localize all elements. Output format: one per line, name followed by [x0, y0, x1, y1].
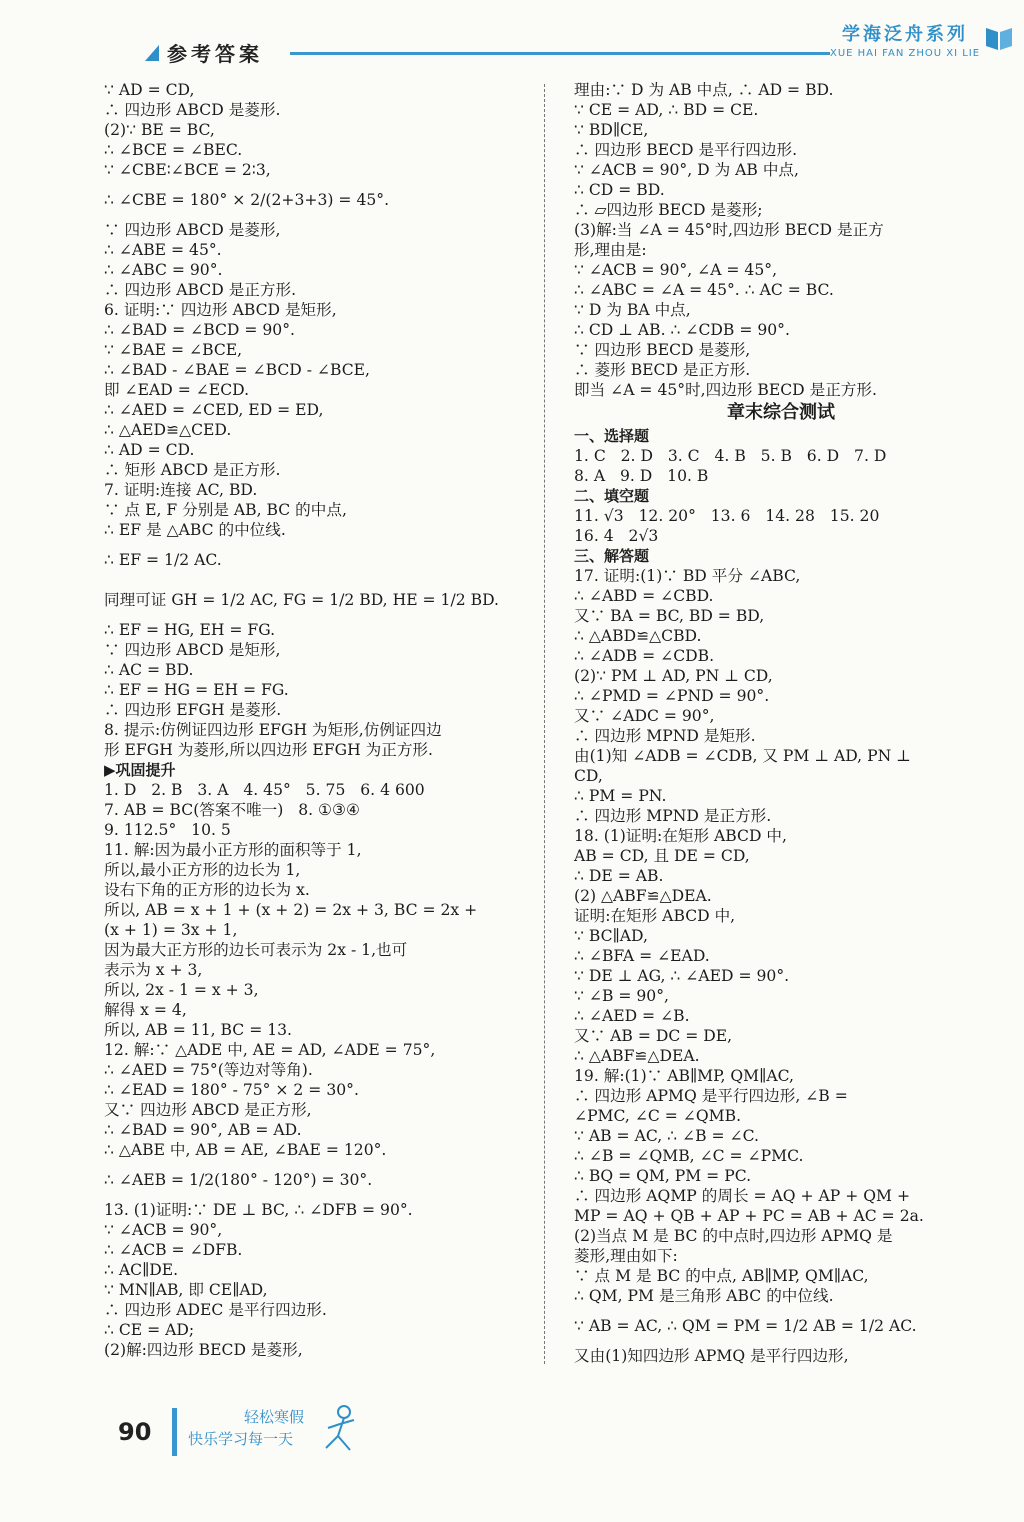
answer-line: 表示为 x + 3, — [104, 961, 203, 979]
answer-line: 又∵ 四边形 ABCD 是正方形, — [104, 1101, 312, 1119]
series-name-cn: 学海泛舟系列 — [842, 24, 969, 45]
answer-line: 6. 证明:∵ 四边形 ABCD 是矩形, — [104, 301, 337, 319]
answer-line: ∴ ▱四边形 BECD 是菱形; — [574, 201, 763, 219]
answer-line: ∴ △AED≌△CED. — [104, 421, 232, 439]
answer-line: ∵ ∠ACB = 90°, ∠A = 45°, — [574, 261, 778, 279]
answer-line: ∵ ∠B = 90°, — [574, 987, 669, 1005]
series-logo — [830, 20, 980, 59]
column-divider — [544, 84, 545, 1364]
answer-line: ∴ ∠BFA = ∠EAD. — [574, 947, 710, 965]
answer-line: (3)解:当 ∠A = 45°时,四边形 BECD 是正方 — [574, 221, 884, 239]
answer-line: 二、填空题 — [574, 487, 650, 505]
answer-line: 即 ∠EAD = ∠ECD. — [104, 381, 250, 399]
answer-line: ∴ △ABE 中, AB = AE, ∠BAE = 120°. — [104, 1141, 387, 1159]
running-girl-icon — [310, 1400, 370, 1460]
answer-line: 又∵ BA = BC, BD = BD, — [574, 607, 765, 625]
answer-line: 即当 ∠A = 45°时,四边形 BECD 是正方形. — [574, 381, 877, 399]
book-icon — [984, 22, 1014, 52]
answer-line: (x + 1) = 3x + 1, — [104, 921, 238, 939]
answer-line: ∵ AB = AC, ∴ ∠B = ∠C. — [574, 1127, 759, 1145]
answer-line: ∵ ∠BAE = ∠BCE, — [104, 341, 243, 359]
answer-line: ∴ ∠ADB = ∠CDB. — [574, 647, 715, 665]
answer-line: 所以, 2x - 1 = x + 3, — [104, 981, 259, 999]
answer-line: ∴ 四边形 MPND 是正方形. — [574, 807, 772, 825]
answer-line: 18. (1)证明:在矩形 ABCD 中, — [574, 827, 787, 845]
answer-line: 17. 证明:(1)∵ BD 平分 ∠ABC, — [574, 567, 801, 585]
answer-line: ∴ ∠AED = ∠B. — [574, 1007, 690, 1025]
answer-line: ∴ ∠ABC = 90°. — [104, 261, 223, 279]
answer-line: 8. A 9. D 10. B — [574, 467, 709, 485]
answer-line: 所以,最小正方形的边长为 1, — [104, 861, 301, 879]
answer-line: 1. C 2. D 3. C 4. B 5. B 6. D 7. D — [574, 447, 887, 465]
answer-line: ∵ DE ⊥ AG, ∴ ∠AED = 90°. — [574, 967, 790, 985]
answer-line: ∴ ∠PMD = ∠PND = 90°. — [574, 687, 770, 705]
answer-line: 解得 x = 4, — [104, 1001, 187, 1019]
answer-line: ∴ EF = HG = EH = FG. — [104, 681, 289, 699]
answer-line: ∴ CD = BD. — [574, 181, 665, 199]
answer-line: 12. 解:∵ △ADE 中, AE = AD, ∠ADE = 75°, — [104, 1041, 436, 1059]
answer-line: ∴ ∠B = ∠QMB, ∠C = ∠PMC. — [574, 1147, 804, 1165]
answer-line: ∴ ∠ACB = ∠DFB. — [104, 1241, 243, 1259]
answer-line: ∴ BQ = QM, PM = PC. — [574, 1167, 752, 1185]
answer-line: ∵ AB = AC, ∴ QM = PM = 1/2 AB = 1/2 AC. — [574, 1317, 917, 1335]
answer-line: ∴ ∠EAD = 180° - 75° × 2 = 30°. — [104, 1081, 359, 1099]
answer-line: CD, — [574, 767, 603, 785]
answer-line: 又由(1)知四边形 APMQ 是平行四边形, — [574, 1347, 849, 1365]
answer-line: ∴ QM, PM 是三角形 ABC 的中位线. — [574, 1287, 834, 1305]
answers-left-column — [104, 80, 536, 1360]
answer-line: ∴ ∠BCE = ∠BEC. — [104, 141, 243, 159]
answer-line: 又∵ ∠ADC = 90°, — [574, 707, 715, 725]
answer-line: ∴ ∠BAD = ∠BCD = 90°. — [104, 321, 295, 339]
section-badge — [145, 38, 263, 67]
answer-line: ∵ BD∥CE, — [574, 121, 649, 139]
answer-line: ∵ D 为 BA 中点, — [574, 301, 691, 319]
page-header — [0, 0, 1024, 80]
answer-line: 所以, AB = 11, BC = 13. — [104, 1021, 293, 1039]
answer-line: 三、解答题 — [574, 547, 650, 565]
section-label: 参考答案 — [167, 42, 263, 66]
answer-line: AB = CD, 且 DE = CD, — [574, 847, 750, 865]
answer-line: ∠PMC, ∠C = ∠QMB. — [574, 1107, 742, 1125]
answer-line: ∵ ∠ACB = 90°, — [104, 1221, 223, 1239]
answer-line: ∴ CD ⊥ AB. ∴ ∠CDB = 90°. — [574, 321, 790, 339]
answer-line: ∵ 点 M 是 BC 的中点, AB∥MP, QM∥AC, — [574, 1267, 869, 1285]
page-footer — [0, 1390, 1024, 1470]
answer-line: ∴ PM = PN. — [574, 787, 667, 805]
answer-line: 证明:在矩形 ABCD 中, — [574, 907, 736, 925]
page-number: 90 — [118, 1418, 152, 1446]
answer-line: 8. 提示:仿例证四边形 EFGH 为矩形,仿例证四边 — [104, 721, 442, 739]
answer-line: ∴ DE = AB. — [574, 867, 664, 885]
answer-line: ∵ 四边形 ABCD 是菱形, — [104, 221, 281, 239]
answer-line: 16. 4 2√3 — [574, 527, 659, 545]
answer-line: ∵ CE = AD, ∴ BD = CE. — [574, 101, 759, 119]
answer-line: ▶巩固提升 — [104, 761, 176, 779]
answer-line: MP = AQ + QB + AP + PC = AB + AC = 2a. — [574, 1207, 924, 1225]
header-rule — [290, 52, 830, 55]
answer-line: 同理可证 GH = 1/2 AC, FG = 1/2 BD, HE = 1/2 BD. — [104, 591, 499, 609]
answer-line: ∴ 四边形 ABCD 是正方形. — [104, 281, 297, 299]
answer-line: 19. 解:(1)∵ AB∥MP, QM∥AC, — [574, 1067, 794, 1085]
answer-line: ∴ AC = BD. — [104, 661, 194, 679]
answer-line: 所以, AB = x + 1 + (x + 2) = 2x + 3, BC = 2x + — [104, 901, 478, 919]
answer-line: 形,理由是: — [574, 241, 647, 259]
answer-line: ∵ ∠CBE∶∠BCE = 2∶3, — [104, 161, 271, 179]
footer-slogan — [188, 1406, 304, 1450]
answer-line: ∴ AC∥DE. — [104, 1261, 179, 1279]
answer-line: 13. (1)证明:∵ DE ⊥ BC, ∴ ∠DFB = 90°. — [104, 1201, 413, 1219]
answer-line: 9. 112.5° 10. 5 — [104, 821, 231, 839]
answer-line: ∴ 四边形 APMQ 是平行四边形, ∠B = — [574, 1087, 848, 1105]
answer-line: (2)∵ BE = BC, — [104, 121, 215, 139]
answer-line: ∴ ∠ABC = ∠A = 45°. ∴ AC = BC. — [574, 281, 834, 299]
answer-line: ∴ EF 是 △ABC 的中位线. — [104, 521, 286, 539]
answer-line: 章末综合测试 — [727, 402, 835, 423]
answer-line: ∴ ∠AED = 75°(等边对等角). — [104, 1061, 313, 1079]
answer-line: 又∵ AB = DC = DE, — [574, 1027, 733, 1045]
answer-line: ∵ 四边形 ABCD 是矩形, — [104, 641, 281, 659]
answer-line: 形 EFGH 为菱形,所以四边形 EFGH 为正方形. — [104, 741, 433, 759]
answer-line: ∵ AD = CD, — [104, 81, 195, 99]
answer-line: 由(1)知 ∠ADB = ∠CDB, 又 PM ⊥ AD, PN ⊥ — [574, 747, 911, 765]
answer-line: (2)当点 M 是 BC 的中点时,四边形 APMQ 是 — [574, 1227, 893, 1245]
answer-line: ∴ ∠ABE = 45°. — [104, 241, 222, 259]
answer-line: 一、选择题 — [574, 427, 650, 445]
answer-line: ∴ CE = AD; — [104, 1321, 195, 1339]
answer-line: ∴ EF = HG, EH = FG. — [104, 621, 276, 639]
answer-line: 因为最大正方形的边长可表示为 2x - 1,也可 — [104, 941, 408, 959]
answer-line: ∴ △ABF≌△DEA. — [574, 1047, 700, 1065]
slogan-line-2: 快乐学习每一天 — [188, 1430, 294, 1448]
answer-line: (2) △ABF≌△DEA. — [574, 887, 712, 905]
answer-line: ∴ AD = CD. — [104, 441, 195, 459]
answer-line: 菱形,理由如下: — [574, 1247, 678, 1265]
answer-line: ∴ 四边形 AQMP 的周长 = AQ + AP + QM + — [574, 1187, 911, 1205]
answer-line: ∴ 四边形 ADEC 是平行四边形. — [104, 1301, 327, 1319]
answer-line: 7. 证明:连接 AC, BD. — [104, 481, 258, 499]
answer-line: ∵ BC∥AD, — [574, 927, 648, 945]
answer-line: ∴ 四边形 EFGH 是菱形. — [104, 701, 282, 719]
answer-line: 7. AB = BC(答案不唯一) 8. ①③④ — [104, 801, 360, 819]
answer-line: ∴ ∠CBE = 180° × 2/(2+3+3) = 45°. — [104, 191, 390, 209]
answer-line: 理由:∵ D 为 AB 中点, ∴ AD = BD. — [574, 81, 834, 99]
answer-line: ∴ ∠BAD - ∠BAE = ∠BCD - ∠BCE, — [104, 361, 371, 379]
answer-line: ∴ ∠AEB = 1/2(180° - 120°) = 30°. — [104, 1171, 373, 1189]
answer-line: ∴ 菱形 BECD 是正方形. — [574, 361, 751, 379]
answer-line: ∴ ∠ABD = ∠CBD. — [574, 587, 714, 605]
answer-line: (2)解:四边形 BECD 是菱形, — [104, 1341, 303, 1359]
answer-line: ∴ 四边形 MPND 是矩形. — [574, 727, 756, 745]
answer-line: ∴ ∠BAD = 90°, AB = AD. — [104, 1121, 302, 1139]
answer-line: ∵ ∠ACB = 90°, D 为 AB 中点, — [574, 161, 799, 179]
answers-right-column — [574, 80, 988, 1366]
series-name-en: XUE HAI FAN ZHOU XI LIE — [830, 48, 981, 59]
answer-line: 11. √3 12. 20° 13. 6 14. 28 15. 20 — [574, 507, 880, 525]
answer-line: (2)∵ PM ⊥ AD, PN ⊥ CD, — [574, 667, 773, 685]
slogan-line-1: 轻松寒假 — [244, 1408, 305, 1426]
answer-line: ∵ 点 E, F 分别是 AB, BC 的中点, — [104, 501, 347, 519]
answer-line: ∴ 四边形 ABCD 是菱形. — [104, 101, 281, 119]
answer-line: 11. 解:因为最小正方形的面积等于 1, — [104, 841, 362, 859]
answer-line: ∴ 四边形 BECD 是平行四边形. — [574, 141, 798, 159]
answer-line: ∴ 矩形 ABCD 是正方形. — [104, 461, 281, 479]
answer-line: 设右下角的正方形的边长为 x. — [104, 881, 310, 899]
answer-line: ∵ 四边形 BECD 是菱形, — [574, 341, 751, 359]
triangle-icon — [145, 45, 159, 61]
answer-line: ∴ △ABD≌△CBD. — [574, 627, 702, 645]
answer-line: 1. D 2. B 3. A 4. 45° 5. 75 6. 4 600 — [104, 781, 425, 799]
answer-line: ∴ EF = 1/2 AC. — [104, 551, 222, 569]
answer-line: ∵ MN∥AB, 即 CE∥AD, — [104, 1281, 268, 1299]
footer-accent-bar — [172, 1408, 177, 1456]
answer-line: ∴ ∠AED = ∠CED, ED = ED, — [104, 401, 324, 419]
